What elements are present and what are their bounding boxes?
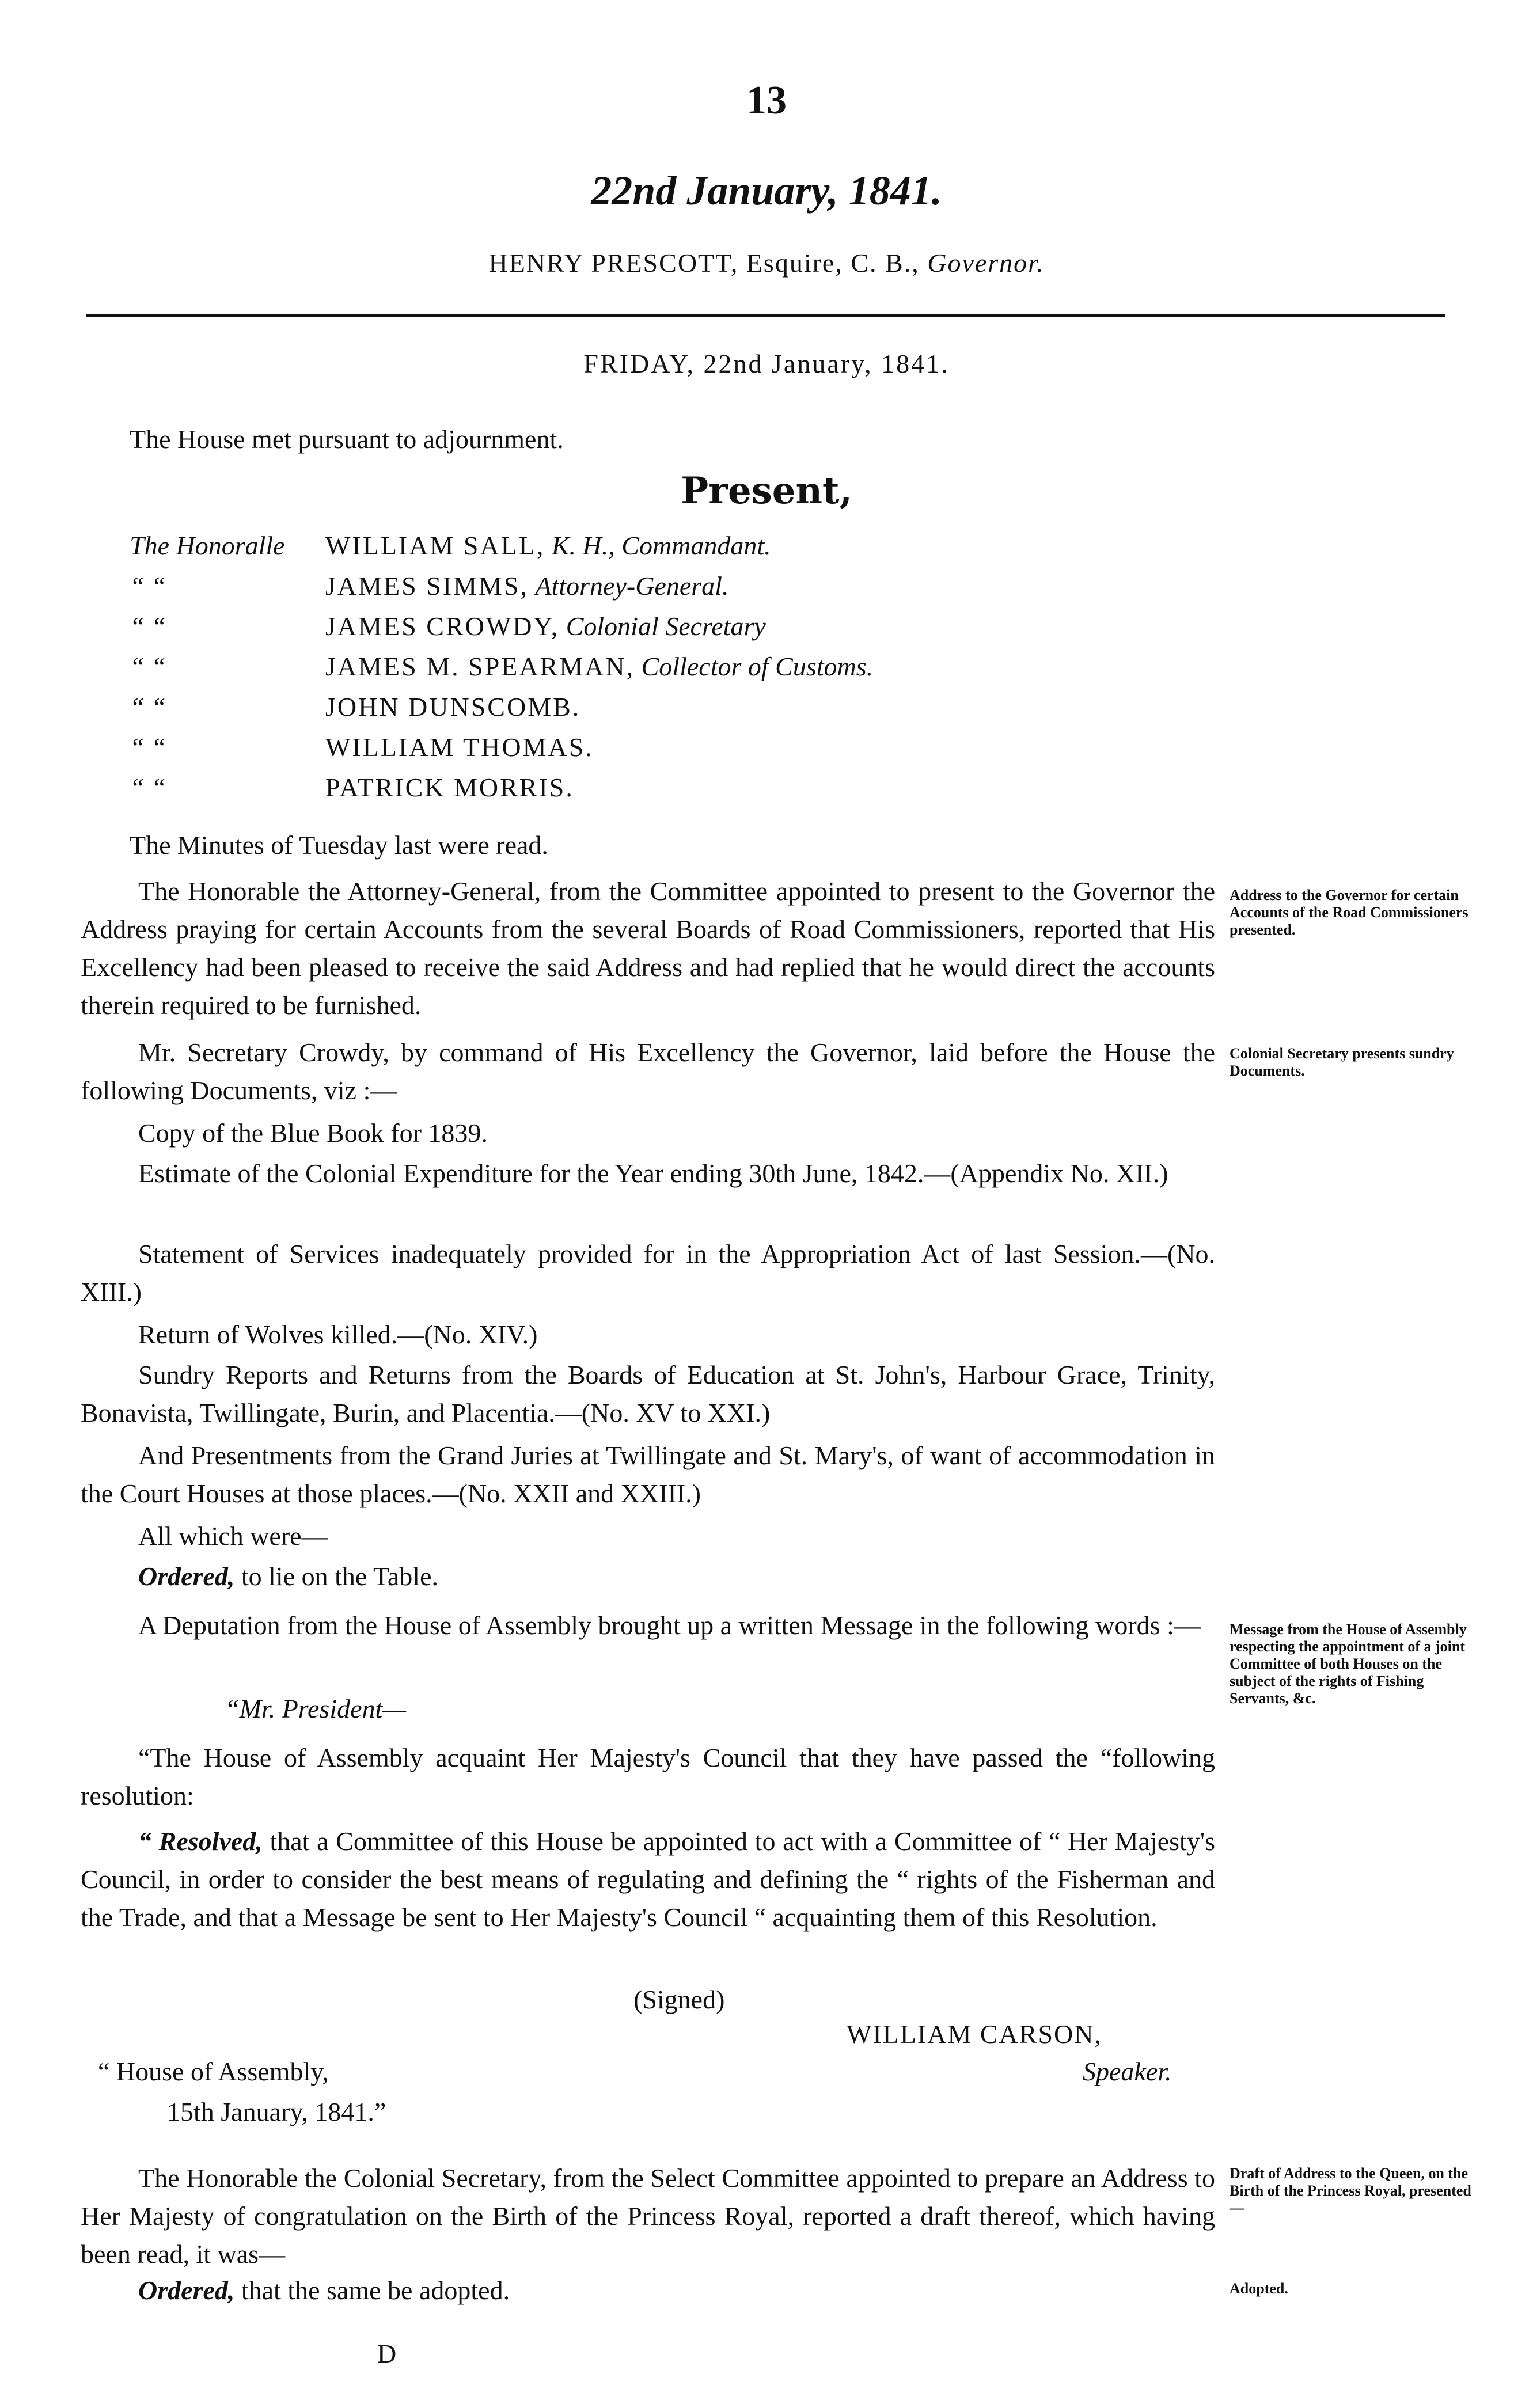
house-met-line: The House met pursuant to adjournment.: [130, 424, 564, 454]
member-name: WILLIAM THOMAS.: [325, 732, 594, 762]
mr-president-salutation: “Mr. President—: [225, 1694, 407, 1723]
member-row: [130, 648, 873, 686]
member-office: Colonial Secretary: [566, 612, 766, 641]
doc-education: Sundry Reports and Returns from the Boards of Education at St. John's, Harbour Grace, Trinity, Bonavista, Twillingate, Burin, and Placentia.—(No. XV to XXI.): [81, 1360, 1215, 1427]
governor-name: HENRY PRESCOTT, Esquire, C. B.,: [488, 248, 920, 278]
all-which-line: All which were—: [138, 1521, 328, 1551]
margin-note-message-assembly: Message from the House of Assembly respecting the appointment of a joint Committee of both Houses on the subject of the rights of Fishing Servants, &c.: [1230, 1621, 1467, 1707]
member-prefix: “ “: [130, 692, 166, 721]
member-prefix: “ “: [130, 652, 166, 681]
page-number: 13: [746, 78, 787, 123]
doc-estimate: Estimate of the Colonial Expenditure for the Year ending 30th June, 1842.—(Appendix No. XII.): [138, 1159, 1168, 1188]
ordered-adopted-text: that the same be adopted.: [241, 2276, 510, 2305]
attorney-general-paragraph: The Honorable the Attorney-General, from the Committee appointed to present to the Governor the Address praying for certain Accounts from the several Boards of Road Commissioners, reported that His Excellency had been pleased to receive the said Address and had replied that he would direct the accounts therein required to be furnished.: [81, 876, 1215, 1020]
member-prefix: The Honoralle: [130, 531, 285, 560]
ordered-table-line: [138, 1558, 438, 1596]
crowdy-paragraph: Mr. Secretary Crowdy, by command of His Excellency the Governor, laid before the House the following Documents, viz :—: [81, 1038, 1215, 1105]
governor-line: [0, 248, 1533, 278]
resolved-word: “ Resolved,: [138, 1826, 263, 1856]
resolved-paragraph: [81, 1822, 1215, 1936]
member-name: JAMES CROWDY,: [325, 612, 560, 641]
member-row: [130, 527, 771, 565]
member-office: K. H., Commandant.: [551, 531, 771, 560]
sitting-date: FRIDAY, 22nd January, 1841.: [583, 349, 950, 378]
message-date: 15th January, 1841.”: [167, 2097, 386, 2126]
member-prefix: “ “: [130, 571, 166, 601]
ordered-table-text: to lie on the Table.: [241, 1562, 438, 1591]
member-row: [130, 567, 728, 605]
resolved-text: that a Committee of this House be appointed to act with a Committee of “ Her Majesty's Council, in order to consider the best means of regulating and defining the “ rights of the Fisherman and the Trade, and that a Message be sent to Her Majesty's Council “ acquainting them of this Resolution.: [81, 1826, 1216, 1932]
member-row: [130, 769, 574, 807]
margin-note-colonial-documents: Colonial Secretary presents sundry Documents.: [1230, 1045, 1454, 1079]
member-prefix: “ “: [130, 612, 166, 641]
member-name: JOHN DUNSCOMB.: [325, 692, 581, 721]
date-heading: 22nd January, 1841.: [591, 168, 942, 214]
member-name: PATRICK MORRIS.: [325, 773, 574, 802]
margin-note-draft-address: Draft of Address to the Queen, on the Birth of the Princess Royal, presented—: [1230, 2165, 1471, 2216]
ordered-word: Ordered,: [138, 1562, 235, 1591]
member-name: JAMES M. SPEARMAN,: [325, 652, 635, 681]
doc-presentments: And Presentments from the Grand Juries at Twillingate and St. Mary's, of want of accommodation in the Court Houses at those places.—(No. XXII and XXIII.): [81, 1441, 1215, 1508]
ordered-word: Ordered,: [138, 2276, 235, 2305]
header-divider: [86, 314, 1445, 317]
member-name: WILLIAM SALL,: [325, 531, 545, 560]
signatory-title: Speaker.: [1083, 2057, 1172, 2086]
margin-note-address-governor: Address to the Governor for certain Accounts of the Road Commissioners presented.: [1230, 887, 1469, 938]
member-office: Collector of Customs.: [641, 652, 874, 681]
house-of-assembly-line: “ House of Assembly,: [98, 2057, 329, 2086]
doc-statement: Statement of Services inadequately provided for in the Appropriation Act of last Session.—(No. XIII.): [81, 1239, 1215, 1306]
colonial-secretary-paragraph: The Honorable the Colonial Secretary, from the Select Committee appointed to prepare an Address to Her Majesty of congratulation on the Birth of the Princess Royal, reported a draft thereof, which having been read, it was—: [81, 2163, 1215, 2269]
message-paragraph: “The House of Assembly acquaint Her Majesty's Council that they have passed the “following resolution:: [81, 1743, 1215, 1810]
member-row: [130, 688, 580, 726]
doc-blue-book: Copy of the Blue Book for 1839.: [138, 1118, 488, 1148]
member-office: Attorney-General.: [535, 571, 729, 601]
margin-note-adopted: Adopted.: [1230, 2280, 1288, 2297]
member-name: JAMES SIMMS,: [325, 571, 529, 601]
present-heading: Present,: [681, 469, 852, 512]
member-row: [130, 607, 766, 645]
footer-signature: D: [377, 2339, 397, 2368]
minutes-read-line: The Minutes of Tuesday last were read.: [130, 830, 548, 860]
member-prefix: “ “: [130, 773, 166, 802]
member-prefix: “ “: [130, 732, 166, 762]
doc-wolves: Return of Wolves killed.—(No. XIV.): [138, 1320, 538, 1349]
signed-label: (Signed): [633, 1985, 725, 2014]
deputation-paragraph: A Deputation from the House of Assembly brought up a written Message in the following words :—: [138, 1611, 1201, 1640]
ordered-adopted-line: [138, 2272, 510, 2310]
member-row: [130, 728, 594, 766]
signatory-name: WILLIAM CARSON,: [847, 2019, 1102, 2049]
governor-title: Governor.: [927, 248, 1045, 278]
